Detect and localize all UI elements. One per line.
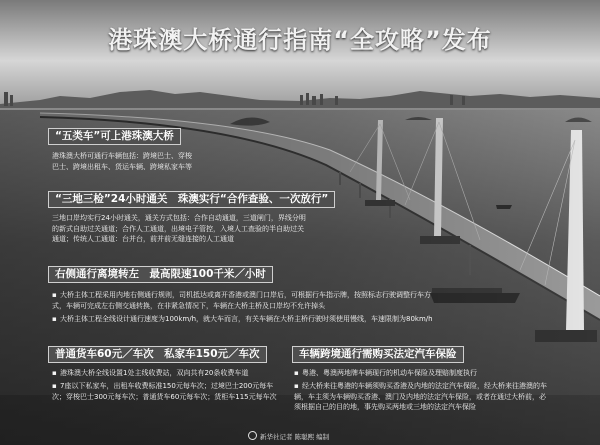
- bullet-dot: ▪: [52, 382, 57, 390]
- section-header-tolls: 普通货车60元／车次 私家车150元／车次: [48, 346, 267, 363]
- bullet-text: 经大桥来往粤港的车辆须购买香港及内地的法定汽车保险，经大桥来往港澳的车 辆，车主须为车辆购买香港、澳门及内地的法定汽车保险，或者在通过大桥前，必 须根据自己的目的地，事先购买两地或三地的法定汽车保险: [294, 382, 547, 411]
- bullet-text: 大桥主体工程采用内地右侧通行规则，司机抵达或离开香港或澳门口岸后，可根据行车指示牌，按照标志行驶调整行车方 式，车辆可完成左右侧交通转换，在非紧急情况下，车辆在大桥主桥及口岸均不允许掉头: [52, 291, 431, 310]
- bullet-dot: ▪: [294, 382, 299, 390]
- bullet-traffic-rules-2: [52, 314, 433, 325]
- section-header-traffic-rules: 右侧通行离境转左 最高限速100千米／小时: [48, 266, 273, 283]
- bullet-dot: ▪: [52, 369, 57, 377]
- bullet-insurance-2: [294, 381, 547, 413]
- section-header-vehicle-types: “五类车”可上港珠澳大桥: [48, 128, 181, 145]
- bullet-text: 粤港、粤澳两地牌车辆现行的机动车保险及理赔制度执行: [302, 369, 477, 377]
- bullet-insurance-1: [294, 368, 477, 379]
- section-header-insurance: 车辆跨境通行需购买法定汽车保险: [292, 346, 464, 363]
- bullet-dot: ▪: [52, 291, 57, 299]
- section-body-vehicle-types: 港珠澳大桥可通行车辆包括：跨境巴士、穿梭 巴士、跨境出租车、货运车辆、跨境私家车等: [52, 152, 192, 171]
- xinhua-logo-icon: [248, 431, 257, 440]
- bullet-text: 港珠澳大桥全线设置1处主线收费站，双向共有20条收费车道: [60, 369, 249, 377]
- bullet-tolls-1: [52, 368, 248, 379]
- bullet-tolls-2: [52, 381, 277, 402]
- credit-text: 新华社记者 陈聪熙 编制: [260, 433, 330, 441]
- bullet-text: 大桥主体工程全线设计通行速度为100km/h，就大车而言，有关车辆在大桥主桥行驶时须使用慢线，车速限制为80km/h: [60, 315, 433, 323]
- bullet-traffic-rules-1: [52, 290, 431, 311]
- bullet-dot: ▪: [52, 315, 57, 323]
- bullet-dot: ▪: [294, 369, 299, 377]
- section-body-customs: 三地口岸均实行24小时通关，通关方式包括：合作自动通道，三道闸门，界线分明 的新式自助过关通道；合作人工通道，出境电子管控，入境人工查验的半自助过关 通道；传统人工通道：台并台，前并前无缝连接的人工通道: [52, 214, 306, 243]
- bullet-text: 7座以下私家车，出租车收费标准150元每车次；过境巴士200元每车 次；穿梭巴士300元每车次；普通货车60元每车次；货柜车115元每车次: [52, 382, 277, 401]
- page-title: 港珠澳大桥通行指南“全攻略”发布: [108, 26, 492, 54]
- section-header-customs: “三地三检”24小时通关 珠澳实行“合作查验、一次放行”: [48, 191, 335, 208]
- credit-line: [248, 431, 329, 441]
- sky: [0, 0, 600, 110]
